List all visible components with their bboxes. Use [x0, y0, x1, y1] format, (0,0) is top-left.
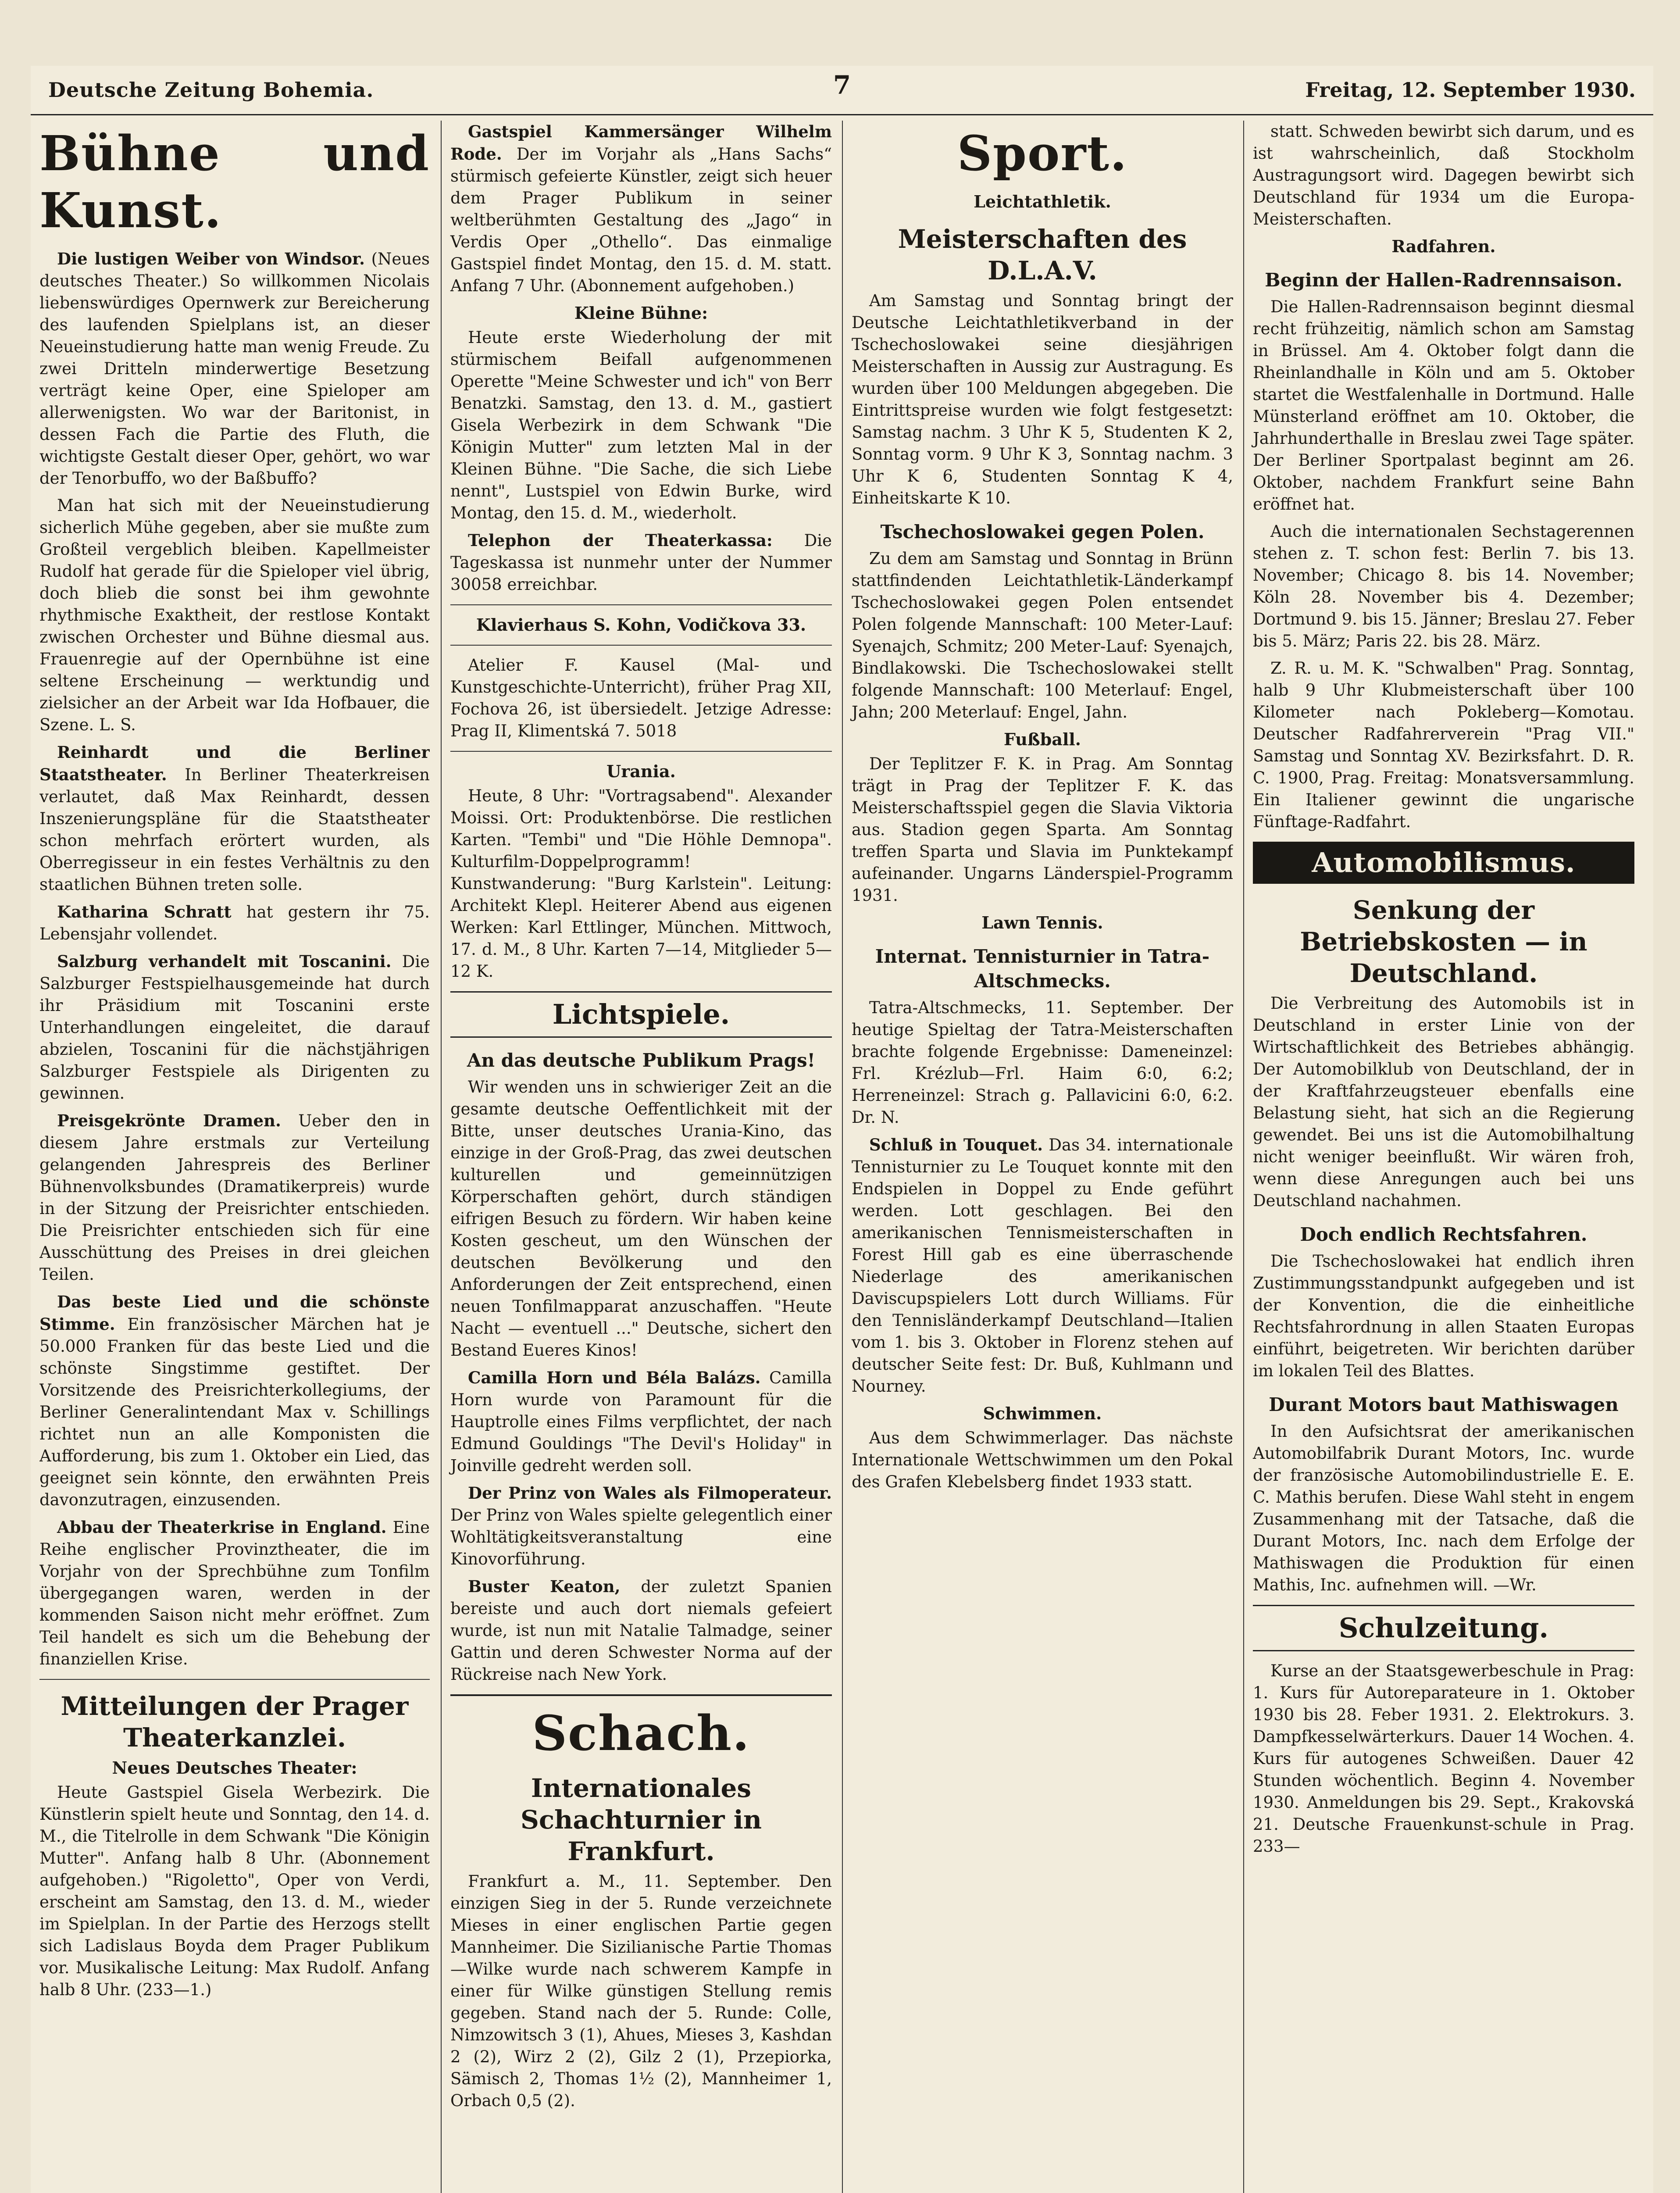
masthead [31, 66, 1653, 115]
article-head: Preisgekrönte Dramen. [57, 1111, 281, 1130]
cs-polen-heading: Tschechoslowakei gegen Polen. [880, 521, 1205, 543]
article-text: der zuletzt Spanien bereiste und auch dort niemals gefeiert wurde, ist nun mit Natalie Talmadge, seiner Gattin und deren Schwester Norma auf der Rückreise nach New York. [450, 1577, 832, 1684]
article [39, 495, 430, 736]
kleine-buehne-heading: Kleine Bühne: [574, 303, 708, 323]
betriebskosten-heading: Senkung der Betriebskosten — in Deutschland. [1300, 895, 1587, 988]
kleine-buehne-text: Heute erste Wiederholung der mit stürmischem Beifall aufgenommenen Operette "Meine Schwester und ich" von Berr Benatzki. Samstag, den 13. d. M., gastiert Gisela Werbezirk in dem Schwank "Die Königin Mutter" zum letzten Mal in der Kleinen Bühne. "Die Sache, die sich Liebe nennt", Lustspiel von Edwin Burke, wird Montag, den 15. d. M., wiederholt. [450, 328, 832, 522]
page-number: 7 [833, 70, 851, 100]
article-head: Telephon der Theaterkassa: [468, 531, 773, 550]
column-buehne-und-kunst [39, 121, 430, 2193]
article-text: Der Prinz von Wales spielte gelegentlich einer Wohltätigkeitsveranstaltung eine Kinovorführung. [450, 1506, 832, 1568]
article-head: Katharina Schratt [57, 902, 232, 921]
article [39, 901, 430, 945]
column-sport [842, 121, 1233, 2193]
atelier-ad: Atelier F. Kausel (Mal- und Kunstgeschichte-Unterricht), früher Prag XII, Fochova 26, ist übersiedelt. Jetzige Adresse: Prag II, Klimentská 7. 5018 [450, 656, 832, 740]
section-title-sport: Sport. [957, 125, 1128, 182]
tennis-heading: Lawn Tennis. [981, 913, 1103, 932]
neues-theater-heading: Neues Deutsches Theater: [112, 1758, 357, 1778]
schach-heading: Internationales Schachturnier in Frankfurt. [520, 1773, 762, 1866]
fussball-heading: Fußball. [1003, 729, 1081, 749]
article-head: Das beste Lied und die schönste Stimme. [39, 1292, 430, 1334]
article [39, 1516, 430, 1670]
article-text: Eine Reihe englischer Provinztheater, die im Vorjahr von der Sprechbühne zum Tonfilm übergegangen waren, werden in der kommenden Saison nicht mehr eröffnet. Zum Teil handelt es sich um die Behebung der finanziellen Krise. [39, 1518, 430, 1668]
divider [450, 604, 832, 605]
article-text: In Berliner Theaterkreisen verlautet, daß Max Reinhardt, dessen Inszenierungspläne für die Staatstheater schon mehrfach erörtert wurden, als Oberregisseur in ein festes Verhältnis zu den staatlichen Bühnen treten solle. [39, 765, 430, 894]
urania-heading: Urania. [606, 761, 676, 781]
article-head: Camilla Horn und Béla Balázs. [468, 1368, 761, 1387]
betriebskosten-text: Die Verbreitung des Automobils ist in Deutschland in erster Linie von der Wirtschaftlichkeit des Betriebes abhängig. Der Automobilklub von Deutschland, der in der Kraftfahrzeugsteuer ebenfalls eine Belastung sieht, hat sich an die Regierung gewendet. Bei uns ist die Automobilhaltung nicht weniger beeinflußt. Wir wären froh, wenn diese Anregungen auch bei uns Deutschland nachahmen. [1253, 994, 1634, 1210]
mitteilungen-heading: Mitteilungen der Prager Theaterkanzlei. [61, 1691, 409, 1753]
article-head: Reinhardt und die Berliner Staatstheater. [39, 743, 430, 784]
article-head: Der Prinz von Wales als Filmoperateur. [468, 1483, 832, 1503]
appeal-heading: An das deutsche Publikum Prags! [467, 1050, 816, 1071]
column-theater-film-schach [441, 121, 832, 2193]
hallen-heading: Beginn der Hallen-Radrennsaison. [1265, 269, 1623, 291]
schulzeitung-text: Kurse an der Staatsgewerbeschule in Prag: 1. Kurs für Autoreparateure in 1. Oktober 1930 bis 28. Feber 1931. 2. Elektrokurs. 3. Dampfkesselwärterkurs. Dauer 14 Wochen. 4. Kurs für autogenes Schweißen. Dauer 42 Stunden wöchentlich. Beginn 4. November 1930. Anmeldungen bis 29. Sept., Krakovská 21. Deutsche Frauenkunst-schule in Prag. 233— [1253, 1661, 1634, 1856]
klavierhaus-ad: Klavierhaus S. Kohn, Vodičkova 33. [476, 615, 806, 635]
divider [39, 1679, 430, 1680]
article [450, 1482, 832, 1570]
article [450, 1575, 832, 1686]
article-text: (Neues deutsches Theater.) So willkommen Nicolais liebenswürdiges Opernwerk zur Bereicherung des laufenden Spielplans ist, an dieser Neueinstudierung hatte man wenig Freude. Zu zwei Dritteln minderwertige Besetzung verträgt keine Oper, eine Spieloper am allerwenigsten. Wo war der Baritonist, in dessen Fach die Partie des Fluth, die wichtigste Gestalt dieser Oper, gehört, wo war der Tenorbuffo, wo der Baßbuffo? [39, 250, 430, 488]
article [39, 950, 430, 1104]
rechtsfahren-text: Die Tschechoslowakei hat endlich ihren Zustimmungsstandpunkt aufgegeben und ist der Konvention, die die einheitliche Rechtsfahrordnung in allen Staaten Europas einführt, beigetreten. Wir berichten darüber im lokalen Teil des Blattes. [1253, 1252, 1634, 1380]
tennis-subheading: Internat. Tennisturnier in Tatra-Altschmecks. [875, 946, 1210, 992]
meisterschaften-heading: Meisterschaften des D.L.A.V. [898, 224, 1187, 286]
newspaper-name: Deutsche Zeitung Bohemia. [48, 78, 374, 102]
schach-text: Frankfurt a. M., 11. September. Den einzigen Sieg in der 5. Runde verzeichnete Mieses in einer englischen Partie gegen Mannheimer. Die Sizilianische Partie Thomas—Wilke wurde nach schwerem Kampfe in einer für Wilke günstigen Stellung remis gegeben. Stand nach der 5. Runde: Colle, Nimzowitsch 3 (1), Ahues, Mieses 3, Kashdan 2 (2), Wirz 2 (2), Gilz 2 (1), Przepiorka, Sämisch 2, Thomas 1½ (2), Mannheimer 1, Orbach 0,5 (2). [450, 1872, 832, 2110]
article [450, 529, 832, 596]
article-text: Die Salzburger Festspielhausgemeinde hat durch ihr Präsidium mit Toscanini erste Unterhandlungen eingeleitet, die darauf abzielen, Toscanini für die nächstjährigen Salzburger Festspiele als Dirigenten zu gewinnen. [39, 952, 430, 1103]
article [39, 741, 430, 896]
intro-text: statt. Schweden bewirbt sich darum, und es ist wahrscheinlich, daß Stockholm Austragungsort wird. Dagegen bewirbt sich Deutschland für 1934 um die Europa-Meisterschaften. [1253, 122, 1634, 229]
divider [450, 751, 832, 752]
radfahren-heading: Radfahren. [1391, 236, 1496, 256]
schwimmen-heading: Schwimmen. [983, 1404, 1102, 1423]
article-head: Abbau der Theaterkrise in England. [57, 1518, 387, 1537]
article [450, 121, 832, 297]
article-text: Das 34. internationale Tennisturnier zu Le Touquet konnte mit den Endspielen in Doppel zu Ende geführt werden. Lott geschlagen. Bei den amerikanischen Tennismeisterschaften in Forest Hill gab es eine überraschende Niederlage des amerikanischen Daviscupspielers Lott durch Williams. Für den Tennisländerkampf Deutschland—Italien vom 1. bis 3. Oktober in Florenz stehen auf deutscher Seite fest: Dr. Buß, Kuhlmann und Nourney. [852, 1136, 1233, 1396]
columns [39, 121, 1644, 2193]
article [39, 1110, 430, 1286]
rechtsfahren-heading: Doch endlich Rechtsfahren. [1300, 1224, 1587, 1245]
neues-theater-text: Heute Gastspiel Gisela Werbezirk. Die Künstlerin spielt heute und Sonntag, den 14. d. M., die Titelrolle in dem Schwank "Die Königin Mutter". Anfang halb 8 Uhr. (Abonnement aufgehoben.) "Rigoletto", Oper von Verdi, erscheint am Samstag, den 13. d. M., wieder im Spielplan. In der Partie des Herzogs stellt sich Ladislaus Boyda dem Prager Publikum vor. Musikalische Leitung: Max Rudolf. Anfang halb 8 Uhr. (233—1.) [39, 1783, 430, 1999]
article-head: Buster Keaton, [468, 1577, 621, 1596]
article [39, 1291, 430, 1511]
meisterschaften-text: Am Samstag und Sonntag bringt der Deutsche Leichtathletikverband in der Tschechoslowakei seine diesjährigen Meisterschaften in Aussig zur Austragung. Es wurden über 100 Meldungen abgegeben. Die Eintrittspreise wurden wie folgt festgesetzt: Samstag nachm. 3 Uhr K 5, Studenten K 2, Sonntag vorm. 9 Uhr K 3, Sonntag nachm. 3 Uhr K 6, Studenten Sonntag K 4, Einheitskarte K 10. [852, 291, 1233, 507]
article-text: hat gestern ihr 75. Lebensjahr vollendet. [39, 903, 430, 943]
schwimmen-text: Aus dem Schwimmerlager. Das nächste Internationale Wettschwimmen um den Pokal des Grafen Klebelsberg findet 1933 statt. [852, 1429, 1233, 1491]
article [39, 248, 430, 489]
divider [450, 1694, 832, 1696]
section-title-schulzeitung: Schulzeitung. [1253, 1605, 1634, 1651]
article-head: Die lustigen Weiber von Windsor. [57, 249, 365, 268]
durant-heading: Durant Motors baut Mathiswagen [1269, 1394, 1619, 1415]
newspaper-page [31, 66, 1653, 2193]
tennis-text: Tatra-Altschmecks, 11. September. Der heutige Spieltag der Tatra-Meisterschaften brachte folgende Ergebnisse: Dameneinzel: Frl. Krézlub—Frl. Haim 6:0, 6:2; Herreneinzel: Strach g. Pallavicini 6:0, 6:2. Dr. N. [852, 998, 1233, 1127]
article [450, 1367, 832, 1477]
article-head: Gastspiel Kammersänger Wilhelm Rode. [450, 122, 832, 164]
article-text: Man hat sich mit der Neueinstudierung sicherlich Mühe gegeben, aber sie mußte zum Großteil vergeblich bleiben. Kapellmeister Rudolf hat gerade für die Spieloper viel übrig, doch blieb die sonst bei ihm gewohnte rhythmische Exaktheit, der restlose Kontakt zwischen Orchester und Bühne diesmal aus. Frauenregie auf der Opernbühne ist eine seltene Erscheinung — werktundig und zielsicher an der Arbeit war Ida Hofbauer, die Szene. L. S. [39, 496, 430, 734]
article-text: Die Tageskassa ist nunmehr unter der Nummer 30058 erreichbar. [450, 531, 832, 594]
article-head: Salzburg verhandelt mit Toscanini. [57, 952, 392, 971]
durant-text: In den Aufsichtsrat der amerikanischen Automobilfabrik Durant Motors, Inc. wurde der französische Automobilindustrielle E. E. C. Mathis berufen. Diese Wahl steht in engem Zusammenhang mit der Tatsache, daß die Durant Motors, Inc. nach dem Erfolge der Mathiswagen die Produktion für einen Mathis, Inc. aufnehmen will. —Wr. [1253, 1422, 1634, 1594]
leichtathletik-heading: Leichtathletik. [974, 192, 1111, 211]
cs-polen-text: Zu dem am Samstag und Sonntag in Brünn stattfindenden Leichtathletik-Länderkampf Tschechoslowakei gegen Polen entsendet Polen folgende Mannschaft: 100 Meter-Lauf: Syenajch, Schmitz; 200 Meter-Lauf: Syenajch, Bindlakowski. Die Tschechoslowakei stellt folgende Mannschaft: 100 Meterlauf: Engel, Jahn; 200 Meterlauf: Engel, Jahn. [852, 549, 1233, 721]
article [852, 1134, 1233, 1397]
radclub-text: Z. R. u. M. K. "Schwalben" Prag. Sonntag, halb 9 Uhr Klubmeisterschaft über 100 Kilometer nach Pokleberg—Komotau. Deutscher Radfahrerverein "Prag VII." Samstag und Sonntag XV. Bezirksfahrt. D. R. C. 1900, Prag. Freitag: Monatsversammlung. Ein Italiener gewinnt die ungarische Fünftage-Radfahrt. [1253, 659, 1634, 831]
urania-text: Heute, 8 Uhr: "Vortragsabend". Alexander Moissi. Ort: Produktenbörse. Die restlichen Karten. "Tembi" und "Die Höhle Demnopa". Kulturfilm-Doppelprogramm! Kunstwanderung: "Burg Karlstein". Leitung: Architekt Klepl. Heiterer Abend aus eigenen Werken: Karl Ettlinger, München. Mittwoch, 17. d. M., 8 Uhr. Karten 7—14, Mitglieder 5—12 K. [450, 786, 832, 981]
appeal-text: Wir wenden uns in schwieriger Zeit an die gesamte deutsche Oeffentlichkeit mit der Bitte, unser deutsches Urania-Kino, das einzige in der Groß-Prag, das zwei deutschen kulturellen und gemeinnützigen Körperschaften gehört, durch ständigen eifrigen Besuch zu fördern. Wir haben keine Kosten gescheut, um den Wünschen der deutschen Bevölkerung und den Anforderungen der Zeit entsprechend, einen neuen Tonfilmapparat anzuschaffen. "Heute Nacht — eventuell ..." Deutsche, sichert den Bestand Eueres Kinos! [450, 1078, 832, 1360]
column-rad-auto-schule [1243, 121, 1634, 2193]
article-text: Der im Vorjahr als „Hans Sachs“ stürmisch gefeierte Künstler, zeigt sich heuer dem Prager Publikum in seiner weltberühmten Gestaltung des „Jago“ in Verdis Oper „Othello“. Das einmalige Gastspiel findet Montag, den 15. d. M. statt. Anfang 7 Uhr. (Abonnement aufgehoben.) [450, 145, 832, 295]
article-head: Schluß in Touquet. [869, 1135, 1043, 1154]
section-banner-automobilismus: Automobilismus. [1253, 842, 1634, 884]
hallen-text: Die Hallen-Radrennsaison beginnt diesmal recht frühzeitig, nämlich schon am Samstag in Brüssel. Am 4. Oktober folgt dann die Rheinlandhalle in Köln und am 5. Oktober startet die Westfalenhalle in Dortmund. Halle Münsterland eröffnet am 10. Oktober, die Jahrhunderthalle in Breslau zwei Tage später. Der Berliner Sportpalast beginnt am 26. Oktober, nachdem Frankfurt seine Bahn eröffnet hat. [1253, 297, 1634, 514]
article-text: Ueber den in diesem Jahre erstmals zur Verteilung gelangenden Jahrespreis des Berliner Bühnenvolksbundes (Dramatikerpreis) wurde in der Sitzung der Preisrichter entschieden. Die Preisrichter entschieden sich für eine Ausschüttung des Preises in drei gleichen Teilen. [39, 1111, 430, 1284]
article-text: Camilla Horn wurde von Paramount für die Hauptrolle eines Films verpflichtet, der nach Edmund Gouldings "The Devil's Holiday" in Joinville gedreht werden soll. [450, 1368, 832, 1475]
section-title-buehne: Bühne und Kunst. [39, 125, 430, 239]
section-title-schach: Schach. [532, 1705, 750, 1761]
sechstage-text: Auch die internationalen Sechstagerennen stehen z. T. schon fest: Berlin 7. bis 13. November; Chicago 8. bis 14. November; Köln 28. November bis 4. Dezember; Dortmund 9. bis 15. Jänner; Breslau 27. Feber bis 5. März; Paris 22. bis 28. März. [1253, 522, 1634, 650]
issue-date: Freitag, 12. September 1930. [1305, 78, 1636, 102]
divider [450, 645, 832, 646]
article-text: Ein französischer Märchen hat je 50.000 Franken für das beste Lied und die schönste Singstimme gestiftet. Der Vorsitzende des Preisrichterkollegiums, der Berliner Generalintendant Max v. Schillings richtet nun an alle Komponisten die Aufforderung, bis zum 1. Oktober ein Lied, das geeignet sein könnte, den erwähnten Preis davonzutragen, einzusenden. [39, 1315, 430, 1509]
section-title-lichtspiele: Lichtspiele. [450, 991, 832, 1038]
fussball-text: Der Teplitzer F. K. in Prag. Am Sonntag trägt in Prag der Teplitzer F. K. das Meisterschaftsspiel gegen die Slavia Viktoria aus. Stadion gegen Sparta. Am Sonntag treffen Sparta und Slavia im Punktekampf aufeinander. Ungarns Länderspiel-Programm 1931. [852, 754, 1233, 905]
